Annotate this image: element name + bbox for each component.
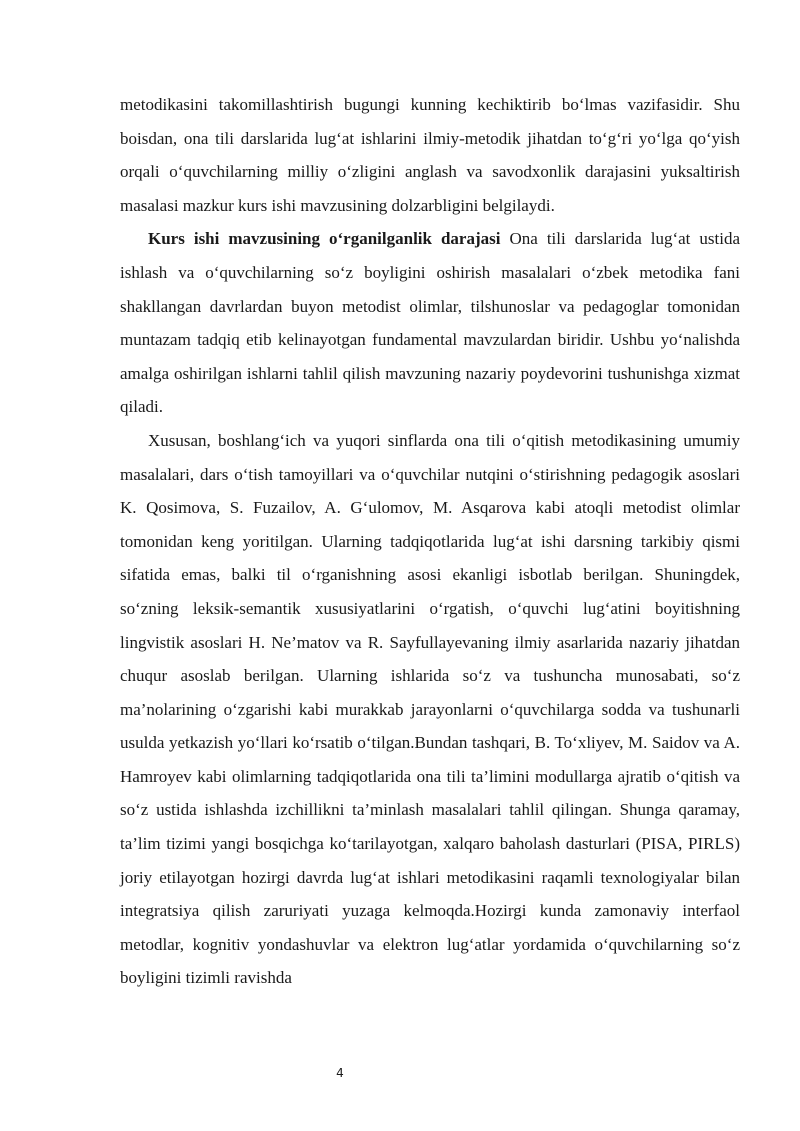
section-heading-inline: Kurs ishi mavzusining o‘rganilganlik darajasi <box>148 229 501 249</box>
paragraph-literature-review: Xususan, boshlang‘ich va yuqori sinflarda ona tili o‘qitish metodikasining umumiy masalalari, dars o‘tish tamoyillari va o‘quvchilar nutqini o‘stirishning pedagogik asoslari K. Qosimova, S. Fuzailov, A. G‘ulomov, M. Asqarova kabi atoqli metodist olimlar tomonidan keng yoritilgan. Ularning tadqiqotlarida lug‘at ishi darsning tarkibiy qismi sifatida emas, balki til o‘rganishning asosi ekanligi isbotlab berilgan. Shuningdek, so‘zning leksik-semantik xususiyatlarini o‘rgatish, o‘quvchi lug‘atini boyitishning lingvistik asoslari H. Ne’matov va R. Sayfullayevaning ilmiy asarlarida nazariy jihatdan chuqur asoslab berilgan. Ularning ishlarida so‘z va tushuncha munosabati, so‘z ma’nolarining o‘zgarishi kabi murakkab jarayonlarni o‘quvchilarga sodda va tushunarli usulda yetkazish yo‘llari ko‘rsatib o‘tilgan.Bundan tashqari, B. To‘xliyev, M. Saidov va A. Hamroyev kabi olimlarning tadqiqotlarida ona tili ta’limini modullarga ajratib o‘qitish va so‘z ustida ishlashda izchillikni ta’minlash masalalari tahlil qilingan. Shunga qaramay, ta’lim tizimi yangi bosqichga ko‘tarilayotgan, xalqaro baholash dasturlari (PISA, PIRLS) joriy etilayotgan hozirgi davrda lug‘at ishlari metodikasini raqamli texnologiyalar bilan integratsiya qilish zaruriyati yuzaga kelmoqda.Hozirgi kunda zamonaviy interfaol metodlar, kognitiv yondashuvlar va elektron lug‘atlar yordamida o‘quvchilarning so‘z boyligini tizimli ravishda <box>120 430 740 988</box>
paragraph-study-level-text: Ona tili darslarida lug‘at ustida ishlash va o‘quvchilarning so‘z boyligini oshirish masalalari o‘zbek metodika fani shakllangan davrlardan buyon metodist olimlar, tilshunoslar va pedagoglar tomonidan muntazam tadqiq etib kelinayotgan fundamental mavzulardan biridir. Ushbu yo‘nalishda amalga oshirilgan ishlarni tahlil qilish mavzuning nazariy poydevorini tushunishga xizmat qiladi. <box>120 229 741 417</box>
page-number: 4 <box>336 1066 344 1080</box>
document-body <box>120 88 740 995</box>
paragraph-study-level <box>120 222 740 424</box>
paragraph-relevance: metodikasini takomillashtirish bugungi kunning kechiktirib bo‘lmas vazifasidir. Shu boisdan, ona tili darslarida lug‘at ishlarini ilmiy-metodik jihatdan to‘g‘ri yo‘lga qo‘yish orqali o‘quvchilarning milliy o‘zligini anglash va savodxonlik darajasini yuksaltirish masalasi mazkur kurs ishi mavzusining dolzarbligini belgilaydi. <box>120 95 740 215</box>
